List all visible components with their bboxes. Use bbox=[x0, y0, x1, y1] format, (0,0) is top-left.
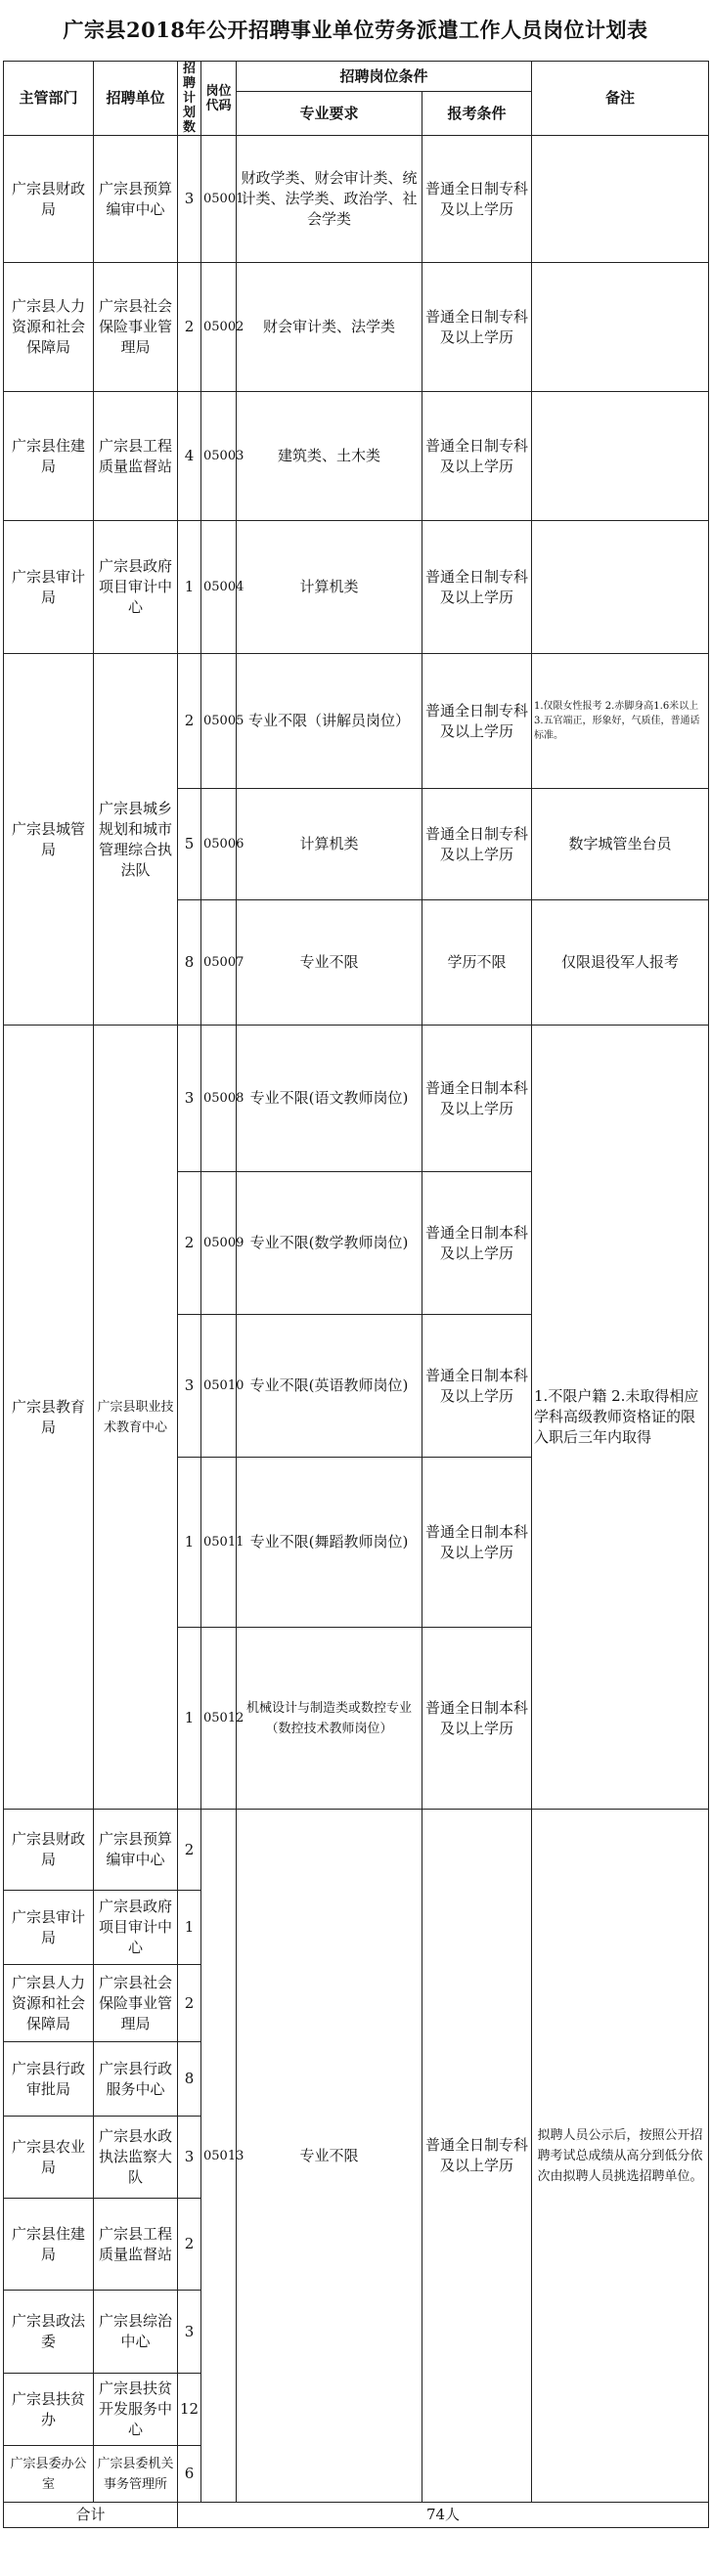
major-cell: 计算机类 bbox=[237, 521, 422, 654]
unit-cell: 广宗县工程质量监督站 bbox=[94, 2199, 178, 2291]
major-cell: 财政学类、财会审计类、统计类、法学类、政治学、社会学类 bbox=[237, 136, 422, 263]
table-row bbox=[4, 392, 709, 521]
plan-cell: 1 bbox=[178, 1891, 201, 1965]
unit-cell: 广宗县行政服务中心 bbox=[94, 2042, 178, 2117]
dept-cell: 广宗县政法委 bbox=[4, 2291, 94, 2374]
table-row bbox=[4, 654, 709, 789]
table-row bbox=[4, 136, 709, 263]
unit-cell: 广宗县综治中心 bbox=[94, 2291, 178, 2374]
note-cell: 1.仅限女性报考 2.赤脚身高1.6米以上 3.五官端正，形象好，气质佳，普通话标准。 bbox=[532, 654, 709, 789]
major-cell: 专业不限 bbox=[237, 900, 422, 1026]
dept-cell: 广宗县教育局 bbox=[4, 1026, 94, 1810]
unit-cell: 广宗县委机关事务管理所 bbox=[94, 2446, 178, 2503]
major-cell: 专业不限(舞蹈教师岗位) bbox=[237, 1458, 422, 1628]
note-cell bbox=[532, 263, 709, 392]
unit-cell: 广宗县政府项目审计中心 bbox=[94, 521, 178, 654]
unit-cell: 广宗县预算编审中心 bbox=[94, 136, 178, 263]
major-cell: 建筑类、土木类 bbox=[237, 392, 422, 521]
plan-cell: 3 bbox=[178, 2291, 201, 2374]
dept-cell: 广宗县农业局 bbox=[4, 2117, 94, 2199]
unit-cell: 广宗县预算编审中心 bbox=[94, 1810, 178, 1891]
requirement-cell: 学历不限 bbox=[422, 900, 532, 1026]
requirement-cell: 普通全日制专科及以上学历 bbox=[422, 654, 532, 789]
code-cell: 05012 bbox=[201, 1628, 237, 1810]
unit-cell: 广宗县水政执法监察大队 bbox=[94, 2117, 178, 2199]
code-cell: 05004 bbox=[201, 521, 237, 654]
code-cell: 05005 bbox=[201, 654, 237, 789]
header-requirement: 报考条件 bbox=[422, 92, 532, 136]
note-cell bbox=[532, 136, 709, 263]
major-cell: 计算机类 bbox=[237, 789, 422, 900]
table-row bbox=[4, 521, 709, 654]
code-cell: 05002 bbox=[201, 263, 237, 392]
plan-cell: 2 bbox=[178, 1965, 201, 2042]
dept-cell: 广宗县行政审批局 bbox=[4, 2042, 94, 2117]
requirement-cell: 普通全日制专科及以上学历 bbox=[422, 263, 532, 392]
note-cell: 1.不限户籍 2.未取得相应学科高级教师资格证的限入职后三年内取得 bbox=[532, 1026, 709, 1810]
total-label: 合计 bbox=[4, 2503, 178, 2528]
unit-cell: 广宗县社会保险事业管理局 bbox=[94, 263, 178, 392]
dept-cell: 广宗县人力资源和社会保障局 bbox=[4, 1965, 94, 2042]
plan-cell: 2 bbox=[178, 1810, 201, 1891]
plan-cell: 3 bbox=[178, 2117, 201, 2199]
note-cell: 数字城管坐台员 bbox=[532, 789, 709, 900]
header-major: 专业要求 bbox=[237, 92, 422, 136]
dept-cell: 广宗县住建局 bbox=[4, 2199, 94, 2291]
header-code: 岗位代码 bbox=[201, 62, 237, 136]
code-cell: 05009 bbox=[201, 1172, 237, 1315]
page-title: 广宗县2018年公开招聘事业单位劳务派遣工作人员岗位计划表 bbox=[63, 18, 648, 42]
plan-cell: 2 bbox=[178, 263, 201, 392]
header-unit: 招聘单位 bbox=[94, 62, 178, 136]
plan-cell: 6 bbox=[178, 2446, 201, 2503]
code-cell: 05007 bbox=[201, 900, 237, 1026]
header-note: 备注 bbox=[532, 62, 709, 136]
requirement-cell: 普通全日制专科及以上学历 bbox=[422, 521, 532, 654]
requirement-cell: 普通全日制本科及以上学历 bbox=[422, 1628, 532, 1810]
header-conditions: 招聘岗位条件 bbox=[237, 62, 532, 92]
requirement-cell: 普通全日制本科及以上学历 bbox=[422, 1172, 532, 1315]
note-cell: 仅限退役军人报考 bbox=[532, 900, 709, 1026]
major-cell: 专业不限 bbox=[237, 1810, 422, 2503]
dept-cell: 广宗县审计局 bbox=[4, 1891, 94, 1965]
dept-cell: 广宗县财政局 bbox=[4, 1810, 94, 1891]
plan-cell: 2 bbox=[178, 2199, 201, 2291]
plan-cell: 1 bbox=[178, 521, 201, 654]
code-cell: 05013 bbox=[201, 1810, 237, 2503]
code-cell: 05001 bbox=[201, 136, 237, 263]
requirement-cell: 普通全日制本科及以上学历 bbox=[422, 1026, 532, 1172]
plan-cell: 3 bbox=[178, 136, 201, 263]
total-value: 74人 bbox=[178, 2503, 709, 2528]
code-cell: 05006 bbox=[201, 789, 237, 900]
major-cell: 机械设计与制造类或数控专业（数控技术教师岗位） bbox=[237, 1628, 422, 1810]
table-row bbox=[4, 263, 709, 392]
major-cell: 专业不限(语文教师岗位) bbox=[237, 1026, 422, 1172]
plan-cell: 12 bbox=[178, 2374, 201, 2446]
unit-cell: 广宗县工程质量监督站 bbox=[94, 392, 178, 521]
table-row bbox=[4, 1810, 709, 1891]
code-cell: 05011 bbox=[201, 1458, 237, 1628]
major-cell: 财会审计类、法学类 bbox=[237, 263, 422, 392]
header-plan: 招聘计划数 bbox=[178, 62, 201, 136]
major-cell: 专业不限(数学教师岗位) bbox=[237, 1172, 422, 1315]
plan-cell: 3 bbox=[178, 1315, 201, 1458]
requirement-cell: 普通全日制专科及以上学历 bbox=[422, 136, 532, 263]
plan-cell: 3 bbox=[178, 1026, 201, 1172]
code-cell: 05008 bbox=[201, 1026, 237, 1172]
unit-cell: 广宗县城乡规划和城市管理综合执法队 bbox=[94, 654, 178, 1026]
unit-cell: 广宗县社会保险事业管理局 bbox=[94, 1965, 178, 2042]
unit-cell: 广宗县职业技术教育中心 bbox=[94, 1026, 178, 1810]
requirement-cell: 普通全日制专科及以上学历 bbox=[422, 789, 532, 900]
note-cell: 拟聘人员公示后，按照公开招聘考试总成绩从高分到低分依次由拟聘人员挑选招聘单位。 bbox=[532, 1810, 709, 2503]
unit-cell: 广宗县政府项目审计中心 bbox=[94, 1891, 178, 1965]
note-cell bbox=[532, 392, 709, 521]
requirement-cell: 普通全日制本科及以上学历 bbox=[422, 1458, 532, 1628]
requirement-cell: 普通全日制专科及以上学历 bbox=[422, 1810, 532, 2503]
recruitment-table bbox=[3, 61, 709, 2528]
dept-cell: 广宗县人力资源和社会保障局 bbox=[4, 263, 94, 392]
major-cell: 专业不限（讲解员岗位） bbox=[237, 654, 422, 789]
requirement-cell: 普通全日制本科及以上学历 bbox=[422, 1315, 532, 1458]
plan-cell: 8 bbox=[178, 900, 201, 1026]
table-row bbox=[4, 1026, 709, 1172]
total-row bbox=[4, 2503, 709, 2528]
plan-cell: 5 bbox=[178, 789, 201, 900]
major-cell: 专业不限(英语教师岗位) bbox=[237, 1315, 422, 1458]
dept-cell: 广宗县审计局 bbox=[4, 521, 94, 654]
note-cell bbox=[532, 521, 709, 654]
code-cell: 05010 bbox=[201, 1315, 237, 1458]
dept-cell: 广宗县委办公室 bbox=[4, 2446, 94, 2503]
requirement-cell: 普通全日制专科及以上学历 bbox=[422, 392, 532, 521]
header-dept: 主管部门 bbox=[4, 62, 94, 136]
plan-cell: 2 bbox=[178, 1172, 201, 1315]
plan-cell: 1 bbox=[178, 1628, 201, 1810]
dept-cell: 广宗县住建局 bbox=[4, 392, 94, 521]
plan-cell: 4 bbox=[178, 392, 201, 521]
dept-cell: 广宗县扶贫办 bbox=[4, 2374, 94, 2446]
code-cell: 05003 bbox=[201, 392, 237, 521]
dept-cell: 广宗县城管局 bbox=[4, 654, 94, 1026]
plan-cell: 1 bbox=[178, 1458, 201, 1628]
dept-cell: 广宗县财政局 bbox=[4, 136, 94, 263]
unit-cell: 广宗县扶贫开发服务中心 bbox=[94, 2374, 178, 2446]
plan-cell: 8 bbox=[178, 2042, 201, 2117]
plan-cell: 2 bbox=[178, 654, 201, 789]
